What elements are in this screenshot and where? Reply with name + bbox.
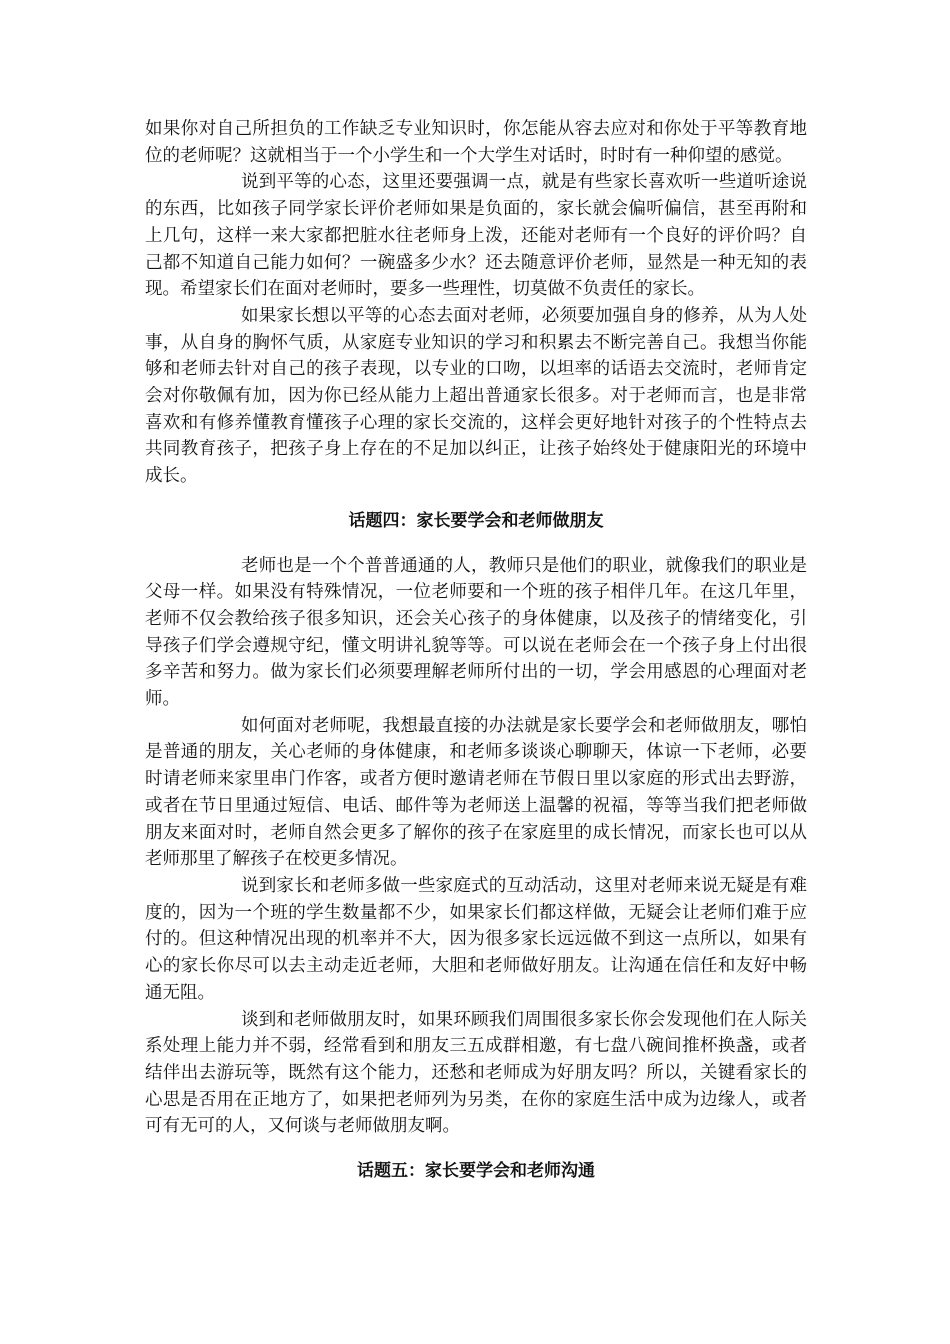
section-heading-topic-4: 话题四：家长要学会和老师做朋友 [348, 510, 604, 531]
document-page [145, 116, 807, 1185]
paragraph-3: 如果家长想以平等的心态去面对老师，必须要加强自身的修养，从为人处事，从自身的胸怀气质，从家庭专业知识的学习和积累去不断完善自己。我想当你能够和老师去针对自己的孩子表现，以专业的口吻，以坦率的话语去交流时，老师肯定会对你敬佩有加，因为你已经从能力上超出普通家长很多。对于老师而言，也是非常喜欢和有修养懂教育懂孩子心理的家长交流的，这样会更好地针对孩子的个性特点去共同教育孩子，把孩子身上存在的不足加以纠正，让孩子始终处于健康阳光的环境中成长。 [145, 305, 807, 487]
paragraph-2: 说到平等的心态，这里还要强调一点，就是有些家长喜欢听一些道听途说的东西，比如孩子同学家长评价老师如果是负面的，家长就会偏听偏信，甚至再附和上几句，这样一来大家都把脏水往老师身上泼，还能对老师有一个良好的评价吗？自己都不知道自己能力如何？一碗盛多少水？还去随意评价老师，显然是一种无知的表现。希望家长们在面对老师时，要多一些理性，切莫做不负责任的家长。 [145, 172, 807, 300]
section-heading-topic-5: 话题五：家长要学会和老师沟通 [357, 1161, 595, 1182]
paragraph-6: 说到家长和老师多做一些家庭式的互动活动，这里对老师来说无疑是有难度的，因为一个班的学生数量都不少，如果家长们都这样做，无疑会让老师们难于应付的。但这种情况出现的机率并不大，因为很多家长远远做不到这一点所以，如果有心的家长你尽可以去主动走近老师，大胆和老师做好朋友。让沟通在信任和友好中畅通无阻。 [145, 875, 807, 1003]
paragraph-5: 如何面对老师呢，我想最直接的办法就是家长要学会和老师做朋友，哪怕是普通的朋友，关心老师的身体健康，和老师多谈谈心聊聊天，体谅一下老师，必要时请老师来家里串门作客，或者方便时邀请老师在节假日里以家庭的形式出去野游，或者在节日里通过短信、电话、邮件等为老师送上温馨的祝福，等等当我们把老师做朋友来面对时，老师自然会更多了解你的孩子在家庭里的成长情况，而家长也可以从老师那里了解孩子在校更多情况。 [145, 715, 807, 870]
paragraph-1: 如果你对自己所担负的工作缺乏专业知识时，你怎能从容去应对和你处于平等教育地位的老师呢？这就相当于一个小学生和一个大学生对话时，时时有一种仰望的感觉。 [145, 119, 807, 166]
paragraph-7: 谈到和老师做朋友时，如果环顾我们周围很多家长你会发现他们在人际关系处理上能力并不弱，经常看到和朋友三五成群相邀，有七盘八碗间推杯换盏，或者结伴出去游玩等，既然有这个能力，还愁和老师成为好朋友吗？所以，关键看家长的心思是否用在正地方了，如果把老师列为另类，在你的家庭生活中成为边缘人，或者可有无可的人，又何谈与老师做朋友啊。 [145, 1009, 807, 1137]
paragraph-4: 老师也是一个个普普通通的人，教师只是他们的职业，就像我们的职业是父母一样。如果没有特殊情况，一位老师要和一个班的孩子相伴几年。在这几年里，老师不仅会教给孩子很多知识，还会关心孩子的身体健康，以及孩子的情绪变化，引导孩子们学会遵规守纪，懂文明讲礼貌等等。可以说在老师会在一个孩子身上付出很多辛苦和努力。做为家长们必须要理解老师所付出的一切，学会用感恩的心理面对老师。 [145, 555, 807, 710]
